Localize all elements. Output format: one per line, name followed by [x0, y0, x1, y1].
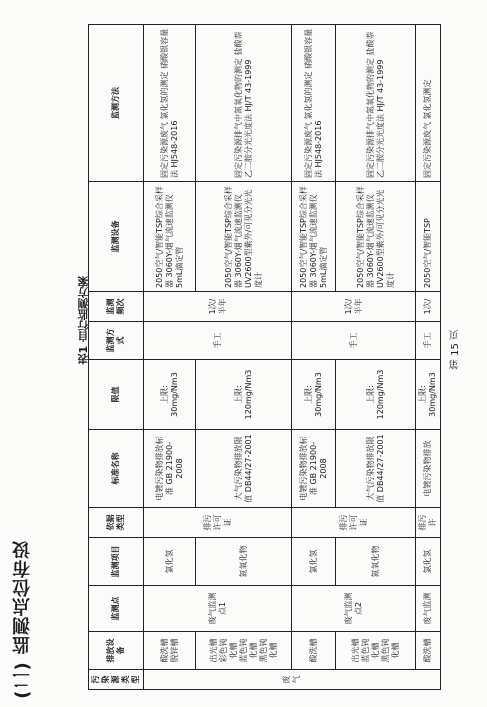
header-cell: 排放设备 [89, 632, 144, 670]
std-cell: 大气污染物排放限值 DB44/27-2001 [196, 430, 292, 508]
table-caption: 表1 自行监测方案 [77, 276, 90, 365]
header-cell: 监测方法 [89, 25, 144, 182]
basis-cell: 排污许可证 [144, 508, 292, 538]
mode-cell: 手工 [416, 322, 441, 360]
item-cell: 氯化氢 [292, 538, 336, 586]
header-cell: 监测方式 [89, 322, 144, 360]
std-cell: 电镀污染物排放标准 GB 21900-2008 [144, 430, 196, 508]
header-row [89, 25, 144, 690]
std-cell: 大气污染物排放限值 DB44/27-2001 [336, 430, 416, 508]
header-cell: 污染源类型 [89, 670, 144, 690]
equip-cell: 酸洗槽 脱锌槽 [144, 632, 196, 670]
method-cell: 固定污染源排气中氮氧化物的测定 盐酸萘乙二胺分光光度法 HJ/T 43-1999 [196, 25, 292, 182]
category-cell: 废气 [144, 670, 441, 690]
monitoring-table-wrapper [88, 25, 441, 690]
freq-cell: 1次/半年 [144, 292, 292, 322]
std-cell: 电镀污染物排放 [416, 430, 441, 508]
item-cell: 氮氧化物 [336, 538, 416, 586]
method-cell: 固定污染源废气 氯化氢的测定 硝酸银容量法 HJ548-2016 [292, 25, 336, 182]
header-cell: 监测项目 [89, 538, 144, 586]
freq-cell: 1次/半年 [292, 292, 416, 322]
limit-cell: 上限: 30mg/Nm3 [292, 360, 336, 430]
method-cell: 固定污染源排气中氮氧化物的测定 盐酸萘乙二胺分光光度法 HJ/T 43-1999 [336, 25, 416, 182]
method-cell: 固定污染源废气 氯化氢的测定 硝酸银容量法 HJ548-2016 [144, 25, 196, 182]
point-cell: 废气监测点1 [144, 586, 292, 632]
std-cell: 电镀污染物排放标准 GB 21900-2008 [292, 430, 336, 508]
header-cell: 监测设备 [89, 182, 144, 292]
header-cell: 标准名称 [89, 430, 144, 508]
item-cell: 氮氧化物 [196, 538, 292, 586]
item-cell: 氯化氢 [416, 538, 441, 586]
limit-cell: 上限: 30mg/Nm3 [144, 360, 196, 430]
table-row [292, 25, 336, 690]
mode-cell: 手工 [144, 322, 292, 360]
basis-cell: 排污许 [416, 508, 441, 538]
equip-cell: 出光槽 彩色钝化槽 蓝色钝化槽 黑色钝化槽 [196, 632, 292, 670]
table-row [144, 25, 196, 690]
equip-cell: 酸洗槽 [292, 632, 336, 670]
table-row [416, 25, 441, 690]
limit-cell: 上限: 120mg/Nm3 [196, 360, 292, 430]
limit-cell: 上限: 30mg/Nm3 [416, 360, 441, 430]
device-cell: 2050空气/智能TSP综合采样器 3060Y-烟气流速监测仪 UV2600型紫外/可见分光光度计 [336, 182, 416, 292]
header-cell: 依据类型 [89, 508, 144, 538]
limit-cell: 上限: 120mg/Nm3 [336, 360, 416, 430]
device-cell: 2050空气/智能TSP综合采样器 3060Y-烟气流速监测仪 5mL滴定管 [292, 182, 336, 292]
point-cell: 废气监测点2 [292, 586, 416, 632]
equip-cell: 出光槽 蓝色钝化槽 黑色钝化槽 [336, 632, 416, 670]
device-cell: 2050空气/智能TSP综合采样器 3060Y-烟气流速监测仪 UV2600型紫外/可见分光光度计 [196, 182, 292, 292]
equip-cell: 酸洗槽 [416, 632, 441, 670]
header-cell: 监测频次 [89, 292, 144, 322]
header-cell: 监测点 [89, 586, 144, 632]
device-cell: 2050空气/智能TSP综合采样器 3060Y-烟气流速监测仪 5mL滴定管 [144, 182, 196, 292]
point-cell: 废气监测 [416, 586, 441, 632]
monitoring-table [88, 24, 441, 690]
mode-cell: 手工 [292, 322, 416, 360]
method-cell: 固定污染源废气 氯化氢测定 [416, 25, 441, 182]
item-cell: 氯化氢 [144, 538, 196, 586]
freq-cell: 1次/ [416, 292, 441, 322]
basis-cell: 排污许可证 [292, 508, 416, 538]
page-number: 第 15 页 [450, 330, 461, 370]
section-title: (二) 监测点位布设 [12, 540, 33, 699]
header-cell: 限值 [89, 360, 144, 430]
device-cell: 2050空气/智能TSP [416, 182, 441, 292]
